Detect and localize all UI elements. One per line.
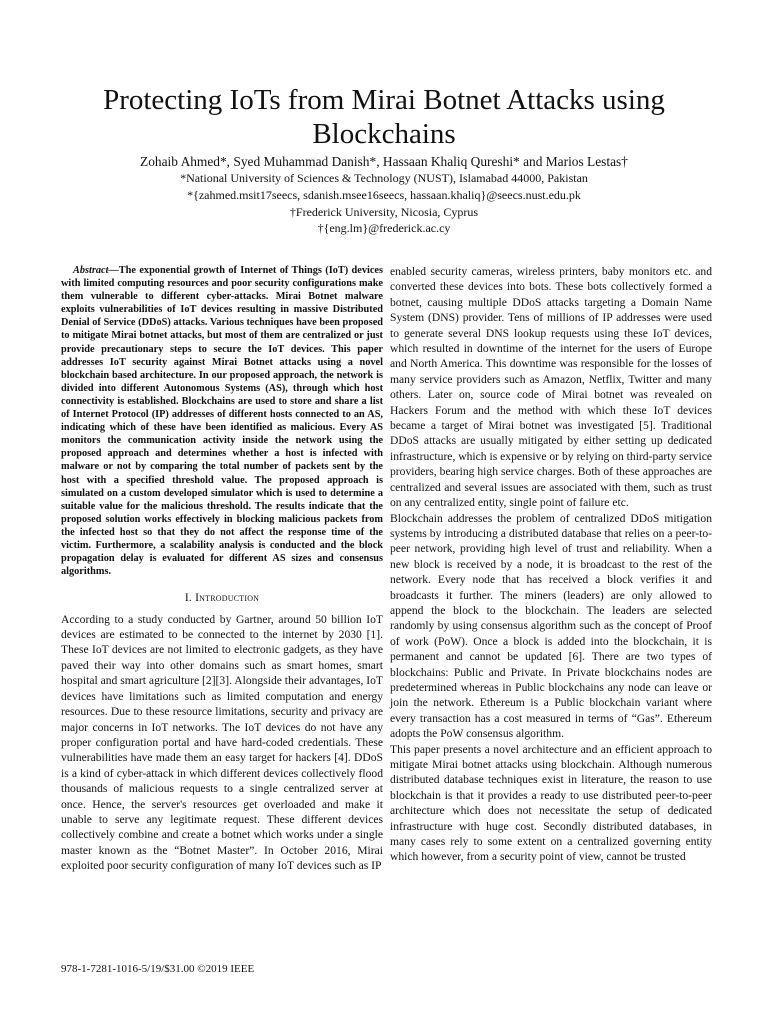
affiliation-nust-emails: *{zahmed.msit17seecs, sdanish.msee16seecs, hassaan.khaliq}@seecs.nust.edu.pk bbox=[187, 188, 581, 202]
affiliation-frederick-email: †{eng.lm}@frederick.ac.cy bbox=[317, 221, 451, 235]
copyright-footer: 978-1-7281-1016-5/19/$31.00 ©2019 IEEE bbox=[61, 963, 255, 975]
author-list: Zohaib Ahmed*, Syed Muhammad Danish*, Hassaan Khaliq Qureshi* and Marios Lestas† bbox=[140, 154, 628, 169]
contribution-paragraph: This paper presents a novel architecture and an efficient approach to mitigate Mirai botnet attacks using blockchain. Although numerous distributed database techniques exist in literature, the reason to use blockchain is that it provides a ready to use distributed peer-to-peer architecture which does not necessitate the setup of dedicated infrastructure with huge cost. Secondly distributed databases, in many cases rely to some extent on a centralized governing entity which however, from a security point of view, cannot be trusted bbox=[390, 742, 712, 864]
mirai-paragraph: enabled security cameras, wireless printers, baby monitors etc. and converted these devices into bots. These bots collectively formed a botnet, causing multiple DDoS attacks targeting a Domain Name System (DNS) provider. Tens of millions of IP addresses were used to generate several DNS lookup requests using these IoT devices, which resulted in downtime of the internet for the users of Europe and North America. This downtime was responsible for the losses of many service providers such as Amazon, Netflix, Twitter and many others. Later on, source code of Mirai botnet was revealed on Hackers Forum and the method with which these IoT devices became a target of Mirai botnet was investigated [5]. Traditional DDoS attacks are usually mitigated by either setting up dedicated infrastructure, which is expensive or by relying on third-party service providers, bearing high service charges. Both of these approaches are centralized and several issues are associated with them, such as trust on any centralized entity, single point of failure etc. bbox=[390, 265, 712, 510]
affiliation-frederick: †Frederick University, Nicosia, Cyprus bbox=[289, 205, 479, 219]
section-heading-introduction bbox=[61, 590, 383, 605]
affiliation-nust: *National University of Sciences & Technology (NUST), Islamabad 44000, Pakistan bbox=[180, 171, 588, 185]
blockchain-paragraph: Blockchain addresses the problem of centralized DDoS mitigation systems by introducing a distributed database that relies on a peer-to-peer network, providing high level of trust and reliability. When a new block is received by a node, it is broadcast to the rest of the network. Every node that has received a block verifies it and broadcasts it further. The miners (leaders) are only allowed to append the block to the blockchain. The leaders are selected randomly by using consensus algorithm such as the concept of Proof of work (PoW). Once a block is added into the blockchain, it is permanent and cannot be updated [6]. There are two types of blockchains: Public and Private. In Private blockchains nodes are predetermined whereas in Public blockchains any node can leave or join the network. Ethereum is a Public blockchain variant where every transaction has a cost measured in terms of “Gas”. Ethereum adopts the PoW consensus algorithm. bbox=[390, 511, 712, 741]
intro-paragraph: According to a study conducted by Gartner, around 50 billion IoT devices are estimated to be connected to the internet by 2030 [1]. These IoT devices are not limited to electronic gadgets, as they have paved their way into other domains such as smart homes, smart hospital and smart agriculture [2][3]. Alongside their advantages, IoT devices have limitations such as limited computation and energy resources. Due to these resource limitations, security and privacy are major concerns in IoT networks. The IoT devices do not have any proper configuration portal and have hard-coded credentials. These vulnerabilities have made them an easy target for hackers [4]. DDoS is a kind of cyber-attack in which different devices collectively flood thousands of malicious requests to a single centralized server at once. Hence, the server's resources get overloaded and make it unable to serve any legitimate request. These different devices collectively combine and create a botnet which works under a single master known as the “Botnet Master”. In October 2016, Mirai exploited poor security configuration of many IoT devices such as IP bbox=[61, 612, 383, 873]
abstract-text: The exponential growth of Internet of Things (IoT) devices with limited computing resources and poor security configurations make them vulnerable to different cyber-attacks. Mirai Botnet malware exploits vulnerabilities of IoT devices resulting in massive Distributed Denial of Service (DDoS) attacks. Various techniques have been proposed to mitigate Mirai botnet attacks, but most of them are centralized or just provide precautionary steps to secure the IoT devices. This paper addresses IoT security against Mirai Botnet attacks using a novel blockchain based architecture. In our proposed approach, the network is divided into different Autonomous Systems (AS), through which host connectivity is established. Blockchains are used to store and share a list of Internet Protocol (IP) addresses of different hosts connected to an AS, indicating which of these have been identified as malicious. Every AS monitors the communication activity inside the network using the proposed approach and determines whether a host is infected with malware or not by comparing the total number of packets sent by the host with a specified threshold value. The proposed approach is simulated on a custom developed simulator which is used to determine a suitable value for the malicious threshold. The results indicate that the proposed solution works effectively in blocking malicious packets from the infected host so that they do not affect the response time of the victim. Furthermore, a scalability analysis is conducted and the block propagation delay is evaluated for different AS sizes and consensus algorithms. bbox=[61, 265, 383, 578]
paper-title: Protecting IoTs from Mirai Botnet Attacks using Blockchains bbox=[103, 84, 665, 151]
abstract-label: Abstract— bbox=[73, 265, 119, 276]
section-title: Introduction bbox=[195, 591, 260, 605]
abstract bbox=[61, 264, 383, 578]
section-number: I. bbox=[184, 591, 196, 605]
right-column bbox=[390, 264, 712, 865]
left-column bbox=[61, 264, 383, 874]
